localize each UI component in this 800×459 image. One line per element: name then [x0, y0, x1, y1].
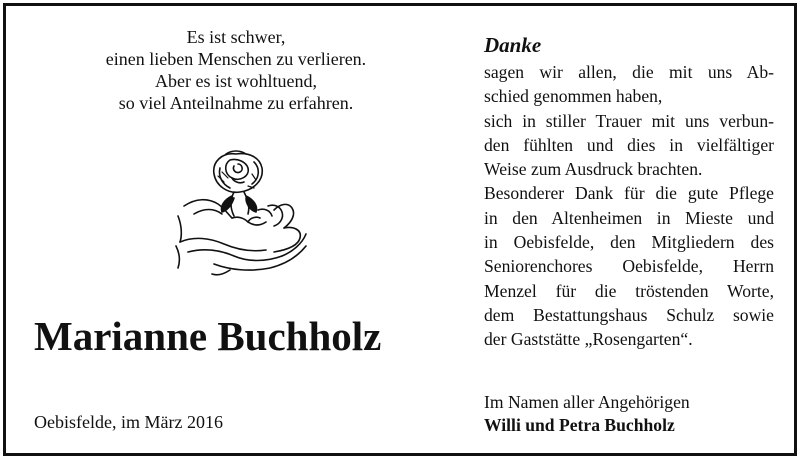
- body-line: den fühlten und dies in vielfältiger: [484, 134, 774, 155]
- body-line: Besonderer Dank für die gute Pflege: [484, 183, 774, 204]
- notice-frame: [3, 3, 797, 456]
- body-line: sich in stiller Trauer mit uns verbun-: [484, 110, 774, 131]
- thanks-body: [484, 60, 774, 352]
- body-line: dem Bestattungshaus Schulz sowie: [484, 304, 774, 325]
- deceased-name: Marianne Buchholz: [34, 313, 382, 359]
- body-line: in Oebisfelde, den Mitgliedern des: [484, 232, 774, 253]
- hands-holding-rose-icon: [174, 146, 314, 278]
- thanks-title: Danke: [484, 33, 542, 57]
- body-line: schied genommen haben,: [484, 86, 663, 107]
- closing-block: [484, 391, 690, 437]
- closing-line: Im Namen aller Angehörigen: [484, 392, 690, 412]
- body-line: der Gaststätte „Rosengarten“.: [484, 329, 693, 350]
- signers: Willi und Petra Buchholz: [484, 415, 675, 435]
- poem-line: einen lieben Menschen zu verlieren.: [105, 49, 367, 69]
- poem-line: Aber es ist wohltuend,: [155, 71, 317, 91]
- body-line: Seniorenchores Oebisfelde, Herrn: [484, 256, 774, 277]
- poem: [46, 26, 426, 114]
- place-date: Oebisfelde, im März 2016: [34, 412, 223, 432]
- poem-line: so viel Anteilnahme zu erfahren.: [118, 93, 354, 113]
- body-line: Weise zum Ausdruck brachten.: [484, 159, 703, 180]
- poem-line: Es ist schwer,: [186, 27, 286, 47]
- body-line: sagen wir allen, die mit uns Ab-: [484, 62, 774, 82]
- body-line: Menzel für die tröstenden Worte,: [484, 280, 774, 301]
- body-line: in den Altenheimen in Mieste und: [484, 207, 774, 228]
